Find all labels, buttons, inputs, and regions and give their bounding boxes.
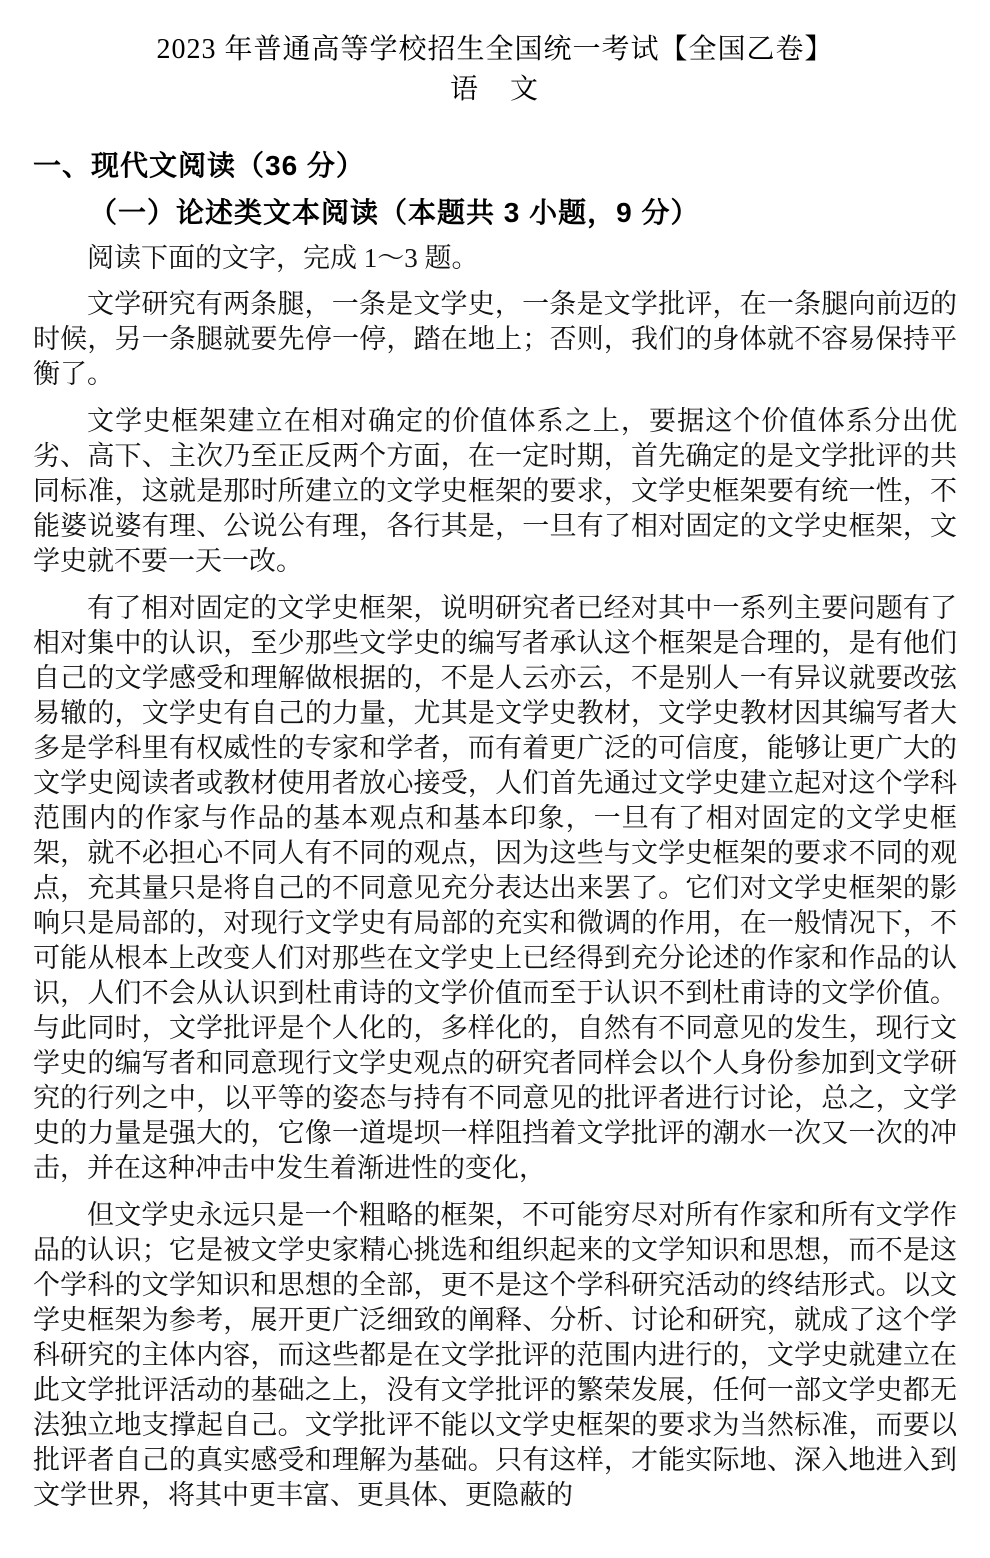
exam-title: 2023 年普通高等学校招生全国统一考试【全国乙卷】 xyxy=(156,34,834,65)
title-block xyxy=(33,30,957,110)
exam-subject: 语 文 xyxy=(449,74,540,105)
passage-paragraph: 但文学史永远只是一个粗略的框架，不可能穷尽对所有作家和所有文学作品的认识；它是被文学史家精心挑选和组织起来的文学知识和思想，而不是这个学科的文学知识和思想的全部，更不是这个学科研究活动的终结形式。以文学史框架为参考，展开更广泛细致的阐释、分析、讨论和研究，就成了这个学科研究的主体内容，而这些都是在文学批评的范围内进行的，文学史就建立在此文学批评活动的基础之上，没有文学批评的繁荣发展，任何一部文学史都无法独立地支撑起自己。文学批评不能以文学史框架的要求为当然标准，而要以批评者自己的真实感受和理解为基础。只有这样，才能实际地、深入地进入到文学世界，将其中更丰富、更具体、更隐蔽的 xyxy=(33,1200,957,1510)
passage-paragraph: 文学史框架建立在相对确定的价值体系之上，要据这个价值体系分出优劣、高下、主次乃至正反两个方面，在一定时期，首先确定的是文学批评的共同标准，这就是那时所建立的文学史框架的要求，文学史框架要有统一性，不能婆说婆有理、公说公有理，各行其是，一旦有了相对固定的文学史框架，文学史就不要一天一改。 xyxy=(33,406,957,576)
passage-paragraph: 有了相对固定的文学史框架，说明研究者已经对其中一系列主要问题有了相对集中的认识，至少那些文学史的编写者承认这个框架是合理的，是有他们自己的文学感受和理解做根据的，不是人云亦云，不是别人一有异议就要改弦易辙的，文学史有自己的力量，尤其是文学史教材，文学史教材因其编写者大多是学科里有权威性的专家和学者，而有着更广泛的可信度，能够让更广大的文学史阅读者或教材使用者放心接受，人们首先通过文学史建立起对这个学科范围内的作家与作品的基本观点和基本印象，一旦有了相对固定的文学史框架，就不必担心不同人有不同的观点，因为这些与文学史框架的要求不同的观点，充其量只是将自己的不同意见充分表达出来罢了。它们对文学史框架的影响只是局部的，对现行文学史有局部的充实和微调的作用，在一般情况下，不可能从根本上改变人们对那些在文学史上已经得到充分论述的作家和作品的认识，人们不会从认识到杜甫诗的文学价值而至于认识不到杜甫诗的文学价值。与此同时，文学批评是个人化的，多样化的，自然有不同意见的发生，现行文学史的编写者和同意现行文学史观点的研究者同样会以个人身份参加到文学研究的行列之中，以平等的姿态与持有不同意见的批评者进行讨论，总之，文学史的力量是强大的，它像一道堤坝一样阻挡着文学批评的潮水一次又一次的冲击，并在这种冲击中发生着渐进性的变化， xyxy=(33,593,957,1183)
reading-instruction: 阅读下面的文字，完成 1～3 题。 xyxy=(87,243,479,273)
passage xyxy=(33,287,957,1513)
section-heading: 一、现代文阅读（36 分） xyxy=(33,150,365,181)
subsection-heading: （一）论述类文本阅读（本题共 3 小题，9 分） xyxy=(89,197,700,228)
passage-paragraph: 文学研究有两条腿，一条是文学史，一条是文学批评，在一条腿向前迈的时候，另一条腿就要先停一停，踏在地上；否则，我们的身体就不容易保持平衡了。 xyxy=(33,289,957,389)
